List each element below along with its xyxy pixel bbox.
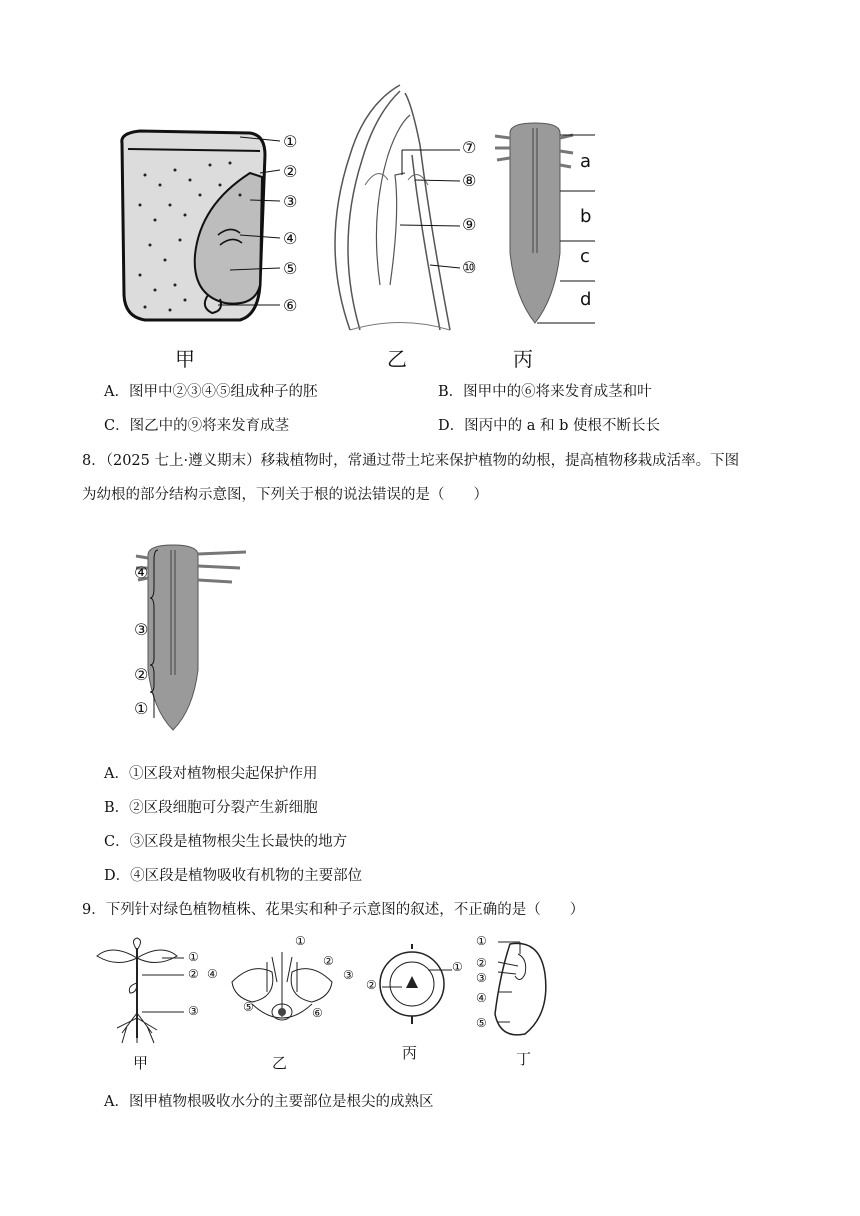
option-letter: C．: [104, 418, 130, 434]
jia-label-5: ⑤: [283, 259, 298, 278]
q8-label-1: ①: [134, 699, 149, 718]
q9-caption-yi: 乙: [272, 1054, 288, 1072]
bing-label-c: c: [580, 246, 590, 267]
q8-label-3: ③: [134, 620, 149, 639]
q9-jia-label-1: ①: [188, 950, 199, 964]
root-tip-diagram-q8: [128, 540, 268, 740]
yi-label-8: ⑧: [462, 171, 477, 190]
option-text: 图甲中②③④⑤组成种子的胚: [128, 384, 318, 400]
q7-figure: [100, 85, 620, 375]
option-text: 图甲中的⑥将来发育成茎和叶: [463, 384, 652, 400]
q8-label-2: ②: [134, 665, 149, 684]
q8-stem-line1: 8．（2025 七上·遵义期末）移栽植物时，常通过带土坨来保护植物的幼根，提高植物移栽成活率。下图: [82, 453, 740, 469]
option-letter: A．: [104, 1094, 129, 1110]
q9-caption-ding: 丁: [516, 1050, 532, 1068]
option-letter: C．: [104, 834, 130, 850]
q8-option-b: [104, 798, 318, 818]
caption-jia: 甲: [175, 347, 195, 371]
option-letter: B．: [438, 384, 464, 400]
q9-jia-label-2: ②: [188, 967, 199, 981]
option-text: 图乙中的⑨将来发育成茎: [129, 418, 290, 434]
option-letter: A．: [104, 384, 129, 400]
bing-label-b: b: [580, 206, 592, 227]
q9-bing-label-1: ①: [452, 960, 463, 974]
option-text: 图甲植物根吸收水分的主要部位是根尖的成熟区: [128, 1094, 434, 1110]
q9-ding-label-4: ④: [476, 991, 487, 1005]
yi-label-7: ⑦: [462, 138, 477, 157]
corn-seed-diagram: [100, 85, 300, 335]
plant-diagram: [92, 938, 202, 1048]
option-letter: B．: [104, 800, 130, 816]
q7-jia-labels: [283, 130, 297, 324]
q9-yi-label-1: ①: [295, 934, 306, 948]
jia-label-1: ①: [283, 132, 298, 151]
q9-yi-label-4: ④: [207, 967, 218, 981]
q9-stem: 9．下列针对绿色植物植株、花果实和种子示意图的叙述，不正确的是（ ）: [82, 902, 585, 918]
option-text: ②区段细胞可分裂产生新细胞: [129, 800, 318, 816]
q9-ding-label-2: ②: [476, 956, 487, 970]
q9-caption-bing: 丙: [402, 1044, 418, 1062]
q8-label-4: ④: [134, 563, 149, 582]
option-text: ③区段是植物根尖生长最快的地方: [129, 834, 348, 850]
option-text: 图丙中的 a 和 b 使根不断长长: [464, 418, 661, 434]
caption-bing: 丙: [513, 347, 533, 371]
bing-label-a: a: [580, 151, 592, 172]
q9-yi-label-6: ⑥: [312, 1006, 323, 1020]
bing-label-d: d: [580, 289, 592, 310]
root-tip-diagram-q7: [495, 123, 635, 333]
jia-label-2: ②: [283, 162, 298, 181]
q8-option-a: [104, 764, 317, 784]
jia-label-4: ④: [283, 229, 298, 248]
shoot-tip-diagram: [320, 85, 480, 335]
q9-yi-label-2: ②: [323, 954, 334, 968]
q8-stem-line2: 为幼根的部分结构示意图，下列关于根的说法错误的是（ ）: [82, 487, 488, 503]
q7-option-a: [104, 382, 317, 402]
q9-bing-labels: [366, 960, 476, 1000]
jia-label-3: ③: [283, 192, 298, 211]
q9-ding-label-3: ③: [476, 971, 487, 985]
option-letter: D．: [438, 418, 465, 434]
q8-option-d: [104, 866, 362, 886]
q9-yi-label-3: ③: [343, 968, 354, 982]
q9-ding-label-5: ⑤: [476, 1016, 487, 1030]
option-text: ④区段是植物吸收有机物的主要部位: [130, 868, 363, 884]
q9-yi-labels: [207, 934, 367, 1024]
yi-label-10: ⑩: [462, 258, 477, 277]
q9-caption-jia: 甲: [133, 1054, 149, 1072]
option-letter: D．: [104, 868, 131, 884]
option-text: ①区段对植物根尖起保护作用: [128, 766, 318, 782]
q9-jia-label-3: ③: [188, 1004, 199, 1018]
q7-option-b: [438, 382, 652, 402]
option-letter: A．: [104, 766, 129, 782]
q9-option-a: [104, 1092, 433, 1112]
q9-ding-label-1: ①: [476, 934, 487, 948]
q7-option-c: [104, 416, 289, 436]
q9-yi-label-5: ⑤: [243, 1000, 254, 1014]
q8-option-c: [104, 832, 347, 852]
jia-label-6: ⑥: [283, 296, 298, 315]
q9-bing-label-2: ②: [366, 978, 377, 992]
yi-label-9: ⑨: [462, 215, 477, 234]
q7-option-d: [438, 416, 660, 436]
bean-seed-diagram: [480, 934, 560, 1044]
caption-yi: 乙: [387, 347, 407, 371]
